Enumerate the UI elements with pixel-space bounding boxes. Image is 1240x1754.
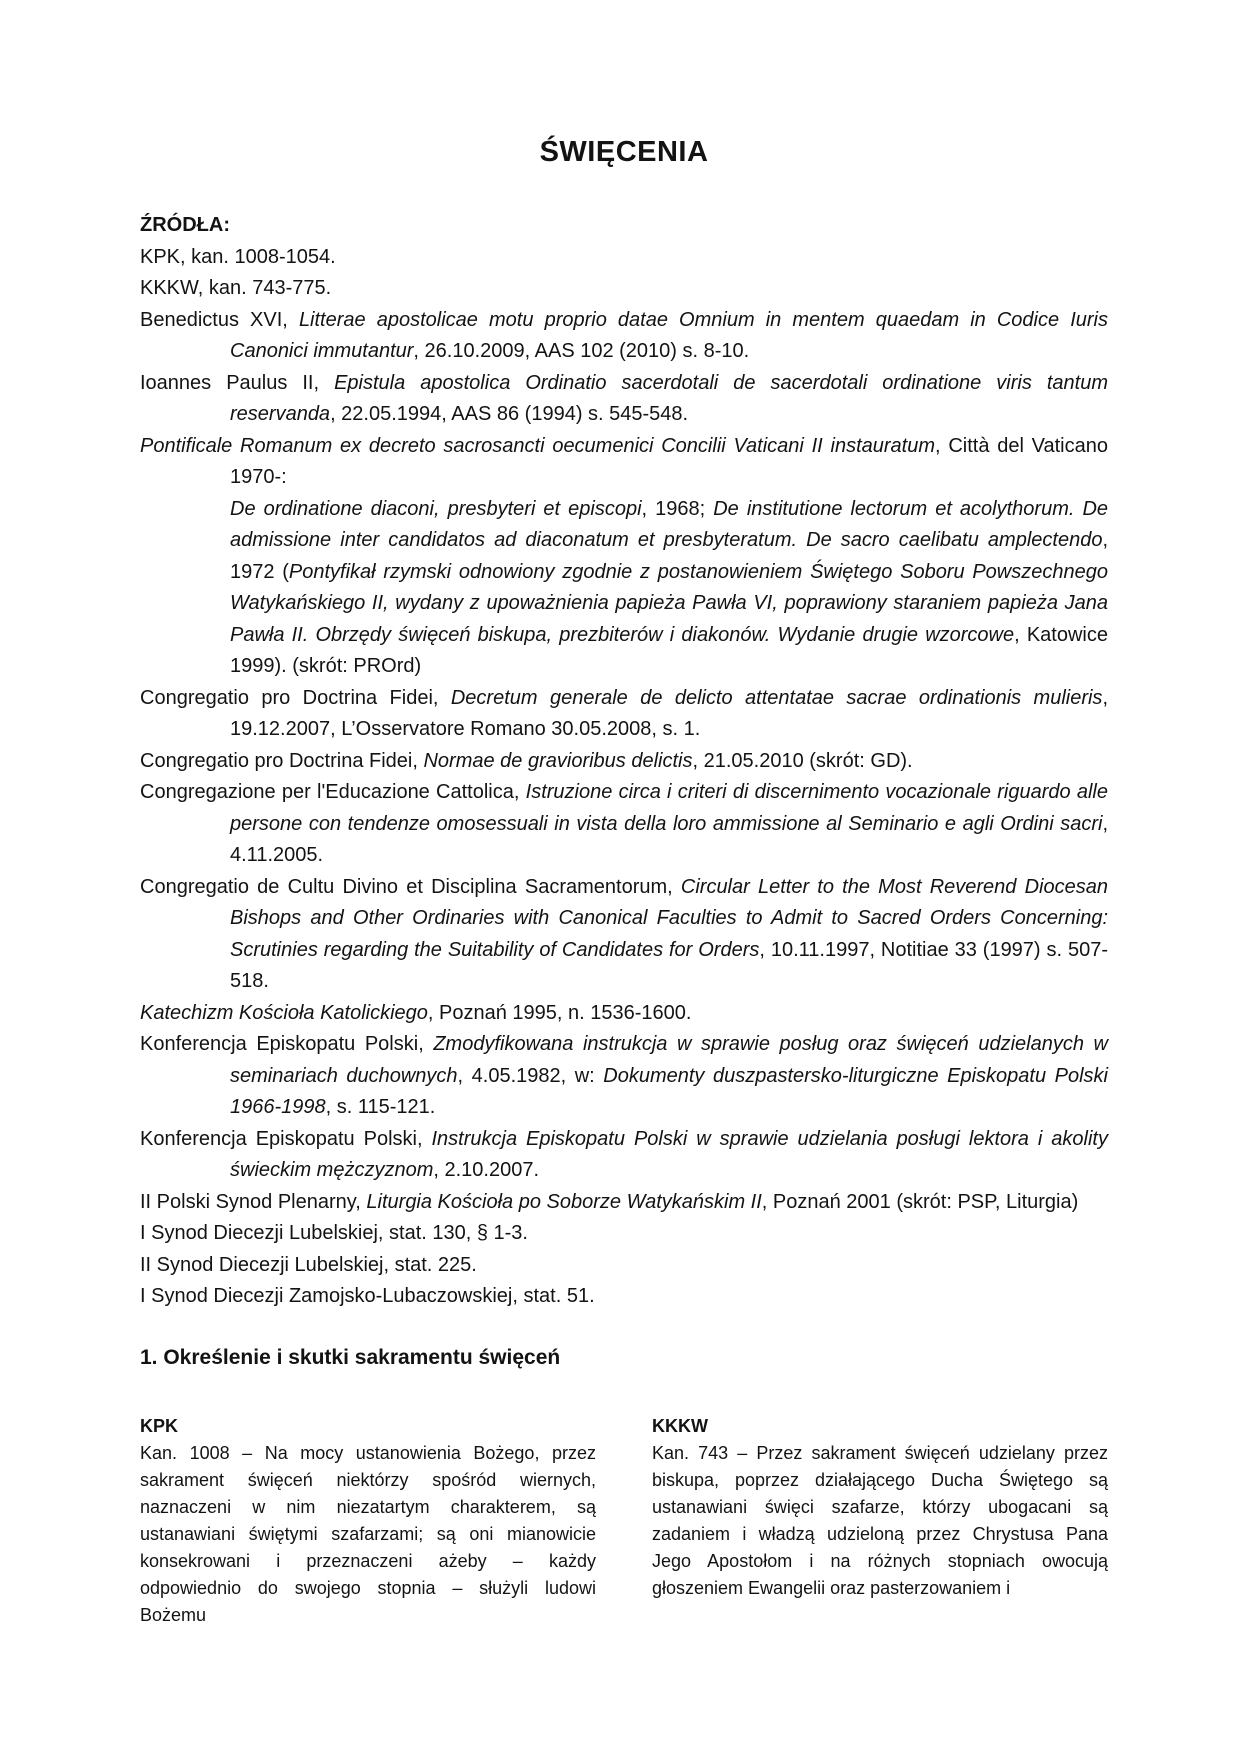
bib-entry: II Polski Synod Plenarny, Liturgia Kościoła po Soborze Watykańskim II, Poznań 2001 (skrót: PSP, Liturgia): [140, 1190, 1079, 1213]
bib-entry: Congregatio pro Doctrina Fidei, Normae de gravioribus delictis, 21.05.2010 (skrót: GD).: [140, 749, 913, 772]
section-heading: 1. Określenie i skutki sakramentu święceń: [140, 1345, 561, 1369]
column-kpk-header: KPK: [140, 1415, 179, 1436]
bib-entry: Konferencja Episkopatu Polski, Instrukcja Episkopatu Polski w sprawie udzielania posługi lektora i akolity świeckim mężczyznom, 2.10.2007.: [140, 1127, 1108, 1181]
bib-entry: KKKW, kan. 743-775.: [140, 277, 332, 299]
page-title: ŚWIĘCENIA: [539, 136, 709, 168]
bib-entry: Congregatio pro Doctrina Fidei, Decretum generale de delicto attentatae sacrae ordinationis mulieris, 19.12.2007, L’Osservatore Romano 30.05.2008, s. 1.: [140, 686, 1108, 740]
bib-entry: Congregatio de Cultu Divino et Disciplina Sacramentorum, Circular Letter to the Most Reverend Diocesan Bishops and Other Ordinaries with Canonical Faculties to Admit to Sacred Orders Concerning: Scrutinies regarding the Suitability of Candidates for Orders, 10.11.1997, Notitiae 33 (1997) s. 507-518.: [140, 875, 1108, 992]
bib-entry: KPK, kan. 1008-1054.: [140, 245, 336, 268]
column-kpk: [140, 1413, 596, 1629]
column-kkkw-header: KKKW: [652, 1415, 708, 1436]
bib-entry: Konferencja Episkopatu Polski, Zmodyfikowana instrukcja w sprawie posług oraz święceń udzielanych w seminariach duchownych, 4.05.1982, w: Dokumenty duszpastersko-liturgiczne Episkopatu Polski 1966-1998, s. 115-121.: [140, 1033, 1108, 1118]
sources-heading: ŹRÓDŁA:: [140, 214, 230, 236]
bib-entry: Katechizm Kościoła Katolickiego, Poznań 1995, n. 1536-1600.: [140, 1001, 692, 1024]
bib-entry: Congregazione per l'Educazione Cattolica, Istruzione circa i criteri di discernimento vocazionale riguardo alle persone con tendenze omosessuali in vista della loro ammissione al Seminario e agli Ordini sacri, 4.11.2005.: [140, 781, 1108, 866]
column-kpk-text: Kan. 1008 – Na mocy ustanowienia Bożego, przez sakrament święceń niektórzy spośród wiernych, naznaczeni w nim niezatartym charakterem, są ustanawiani świętymi szafarzami; są oni mianowicie konsekrowani i przeznaczeni ażeby – każdy odpowiednio do swojego stopnia – służyli ludowi Bożemu: [140, 1442, 596, 1625]
bib-entry: I Synod Diecezji Zamojsko-Lubaczowskiej, stat. 51.: [140, 1285, 595, 1307]
bib-entry: I Synod Diecezji Lubelskiej, stat. 130, § 1-3.: [140, 1222, 528, 1244]
bibliography: [140, 242, 1108, 1313]
bib-entry: Pontificale Romanum ex decreto sacrosancti oecumenici Concilii Vaticani II instauratum, Città del Vaticano 1970-:: [140, 434, 1108, 488]
column-kkkw: [652, 1413, 1108, 1629]
canon-comparison: [140, 1413, 1108, 1629]
bib-entry: II Synod Diecezji Lubelskiej, stat. 225.: [140, 1253, 477, 1276]
bib-entry: Ioannes Paulus II, Epistula apostolica Ordinatio sacerdotali de sacerdotali ordinatione viris tantum reservanda, 22.05.1994, AAS 86 (1994) s. 545-548.: [140, 371, 1108, 425]
bib-entry: Benedictus XVI, Litterae apostolicae motu proprio datae Omnium in mentem quaedam in Codice Iuris Canonici immutantur, 26.10.2009, AAS 102 (2010) s. 8-10.: [140, 308, 1108, 362]
bib-entry: De ordinatione diaconi, presbyteri et episcopi, 1968; De institutione lectorum et acolythorum. De admissione inter candidatos ad diaconatum et presbyteratum. De sacro caelibatu amplectendo, 1972 (Pontyfikał rzymski odnowiony zgodnie z postanowieniem Świętego Soboru Powszechnego Watykańskiego II, wydany z upoważnienia papieża Pawła VI, poprawiony staraniem papieża Jana Pawła II. Obrzędy święceń biskupa, prezbiterów i diakonów. Wydanie drugie wzorcowe, Katowice 1999). (skrót: PROrd): [230, 497, 1109, 677]
column-kkkw-text: Kan. 743 – Przez sakrament święceń udzielany przez biskupa, poprzez działającego Ducha Świętego są ustanawiani święci szafarze, którzy ubogacani są zadaniem i władzą udzieloną przez Chrystusa Pana Jego Apostołom i na różnych stopniach owocują głoszeniem Ewangelii oraz pasterzowaniem i: [652, 1442, 1108, 1598]
